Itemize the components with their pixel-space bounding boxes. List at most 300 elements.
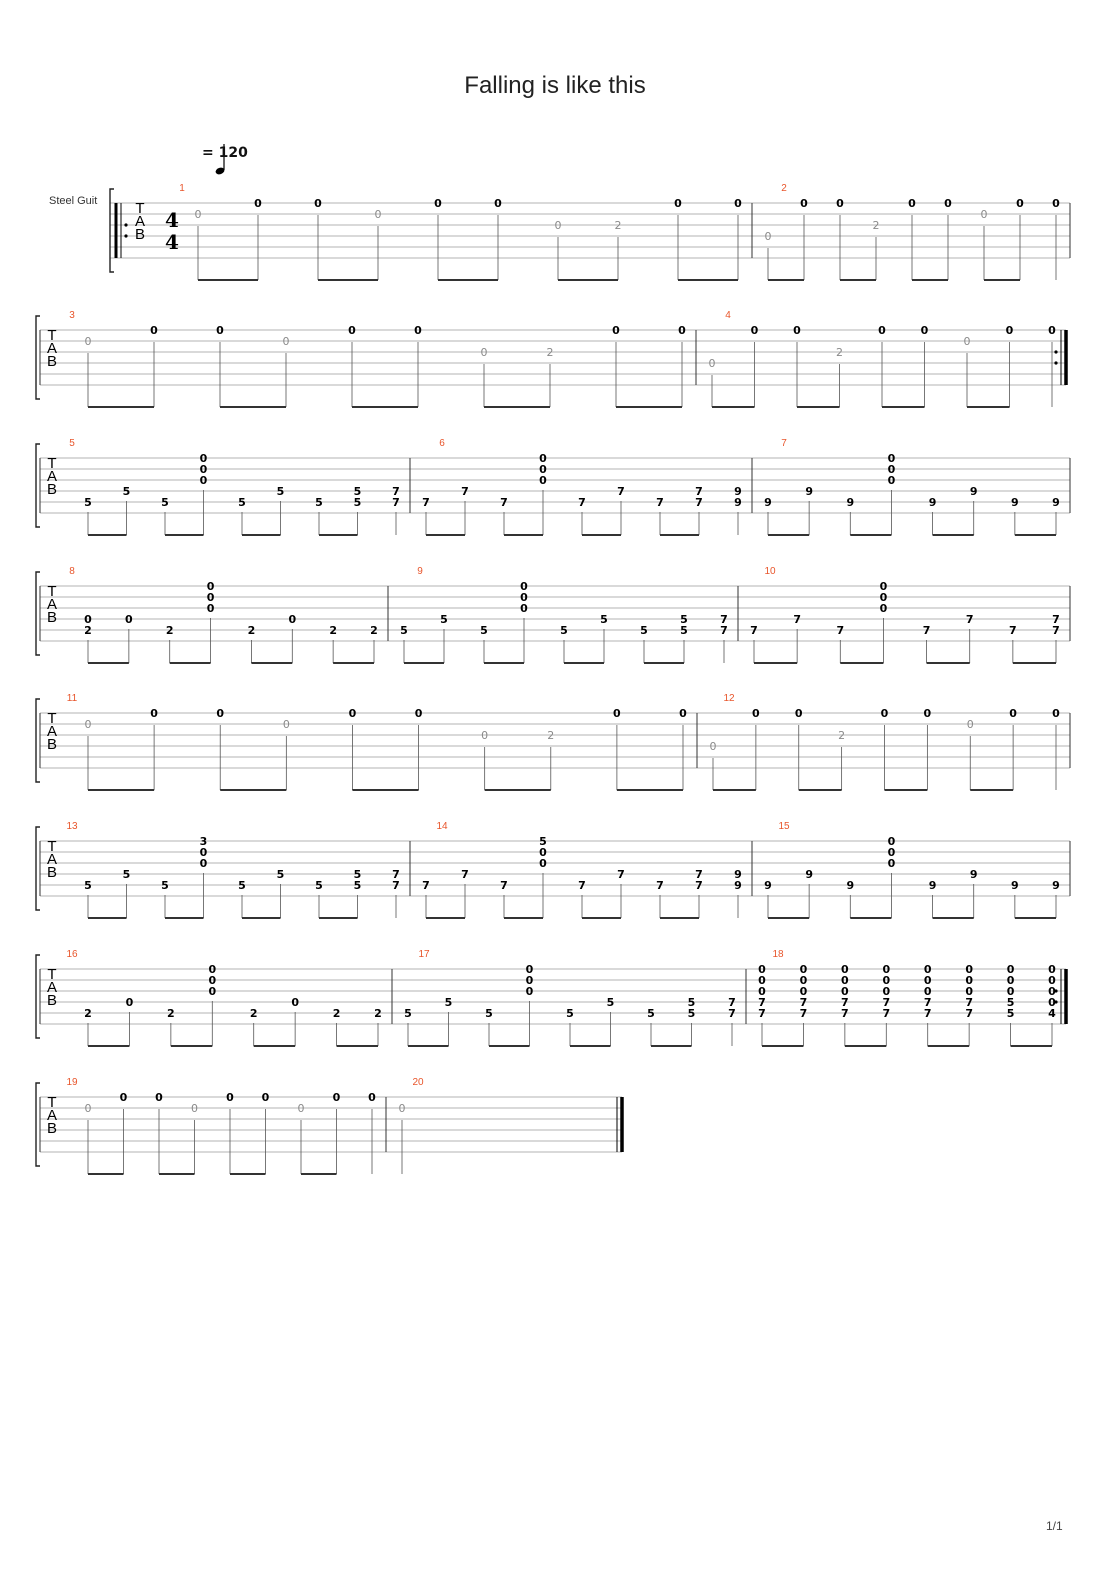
tab-clef-letter: B	[46, 736, 58, 753]
fret-number: 7	[422, 496, 430, 509]
ghost-fret-number: 0	[194, 208, 202, 221]
fret-number: 0	[84, 613, 92, 626]
fret-number: 0	[841, 963, 849, 976]
fret-number: 5	[647, 1007, 655, 1020]
ghost-fret-number: 0	[398, 1102, 406, 1115]
tab-clef-letter: T	[135, 200, 145, 217]
fret-number: 0	[836, 197, 844, 210]
measure-number: 5	[69, 438, 75, 449]
fret-number: 9	[846, 879, 855, 892]
tab-clef-letter: A	[46, 340, 58, 357]
fret-number: 0	[199, 857, 208, 870]
ghost-fret-number: 0	[709, 740, 717, 753]
fret-number: 7	[841, 1007, 849, 1020]
fret-number: 9	[734, 496, 742, 509]
fret-number: 7	[500, 879, 508, 892]
fret-number: 7	[799, 1007, 808, 1020]
fret-number: 0	[206, 602, 215, 615]
measure-number: 18	[772, 949, 784, 960]
ghost-fret-number: 0	[84, 1102, 92, 1115]
repeat-dot	[124, 234, 127, 237]
fret-number: 0	[216, 707, 225, 720]
fret-number: 7	[922, 624, 931, 637]
fret-number: 7	[836, 624, 845, 637]
fret-number: 7	[1052, 624, 1060, 637]
tab-clef-letter: B	[46, 992, 58, 1009]
tab-system	[110, 183, 1070, 280]
tab-clef-letter: B	[46, 353, 58, 370]
fret-number: 0	[800, 197, 808, 210]
ghost-fret-number: 2	[872, 219, 880, 232]
fret-number: 5	[315, 496, 323, 509]
fret-number: 0	[923, 707, 932, 720]
fret-number: 0	[414, 707, 423, 720]
fret-number: 2	[370, 624, 378, 637]
fret-number: 0	[520, 580, 528, 593]
fret-number: 0	[758, 963, 766, 976]
fret-number: 0	[520, 591, 528, 604]
fret-number: 7	[965, 1007, 973, 1020]
measure	[422, 821, 742, 918]
fret-number: 7	[617, 485, 625, 498]
fret-number: 9	[805, 868, 813, 881]
tab-clef-letter: A	[46, 596, 58, 613]
fret-number: 7	[617, 868, 625, 881]
fret-number: 7	[461, 868, 469, 881]
fret-number: 7	[793, 613, 801, 626]
fret-number: 9	[764, 879, 772, 892]
measure	[400, 566, 728, 663]
fret-number: 0	[1016, 197, 1024, 210]
measure-number: 17	[418, 949, 430, 960]
ghost-fret-number: 2	[546, 346, 554, 359]
score-title: Falling is like this	[464, 72, 646, 99]
tab-system	[36, 566, 1070, 663]
ghost-fret-number: 0	[84, 718, 92, 731]
tab-clef-letter: A	[46, 851, 58, 868]
fret-number: 7	[758, 996, 766, 1009]
measure	[179, 183, 742, 280]
fret-number: 0	[887, 474, 896, 487]
fret-number: 0	[880, 707, 889, 720]
fret-number: 0	[879, 591, 888, 604]
fret-number: 5	[353, 485, 362, 498]
fret-number: 5	[353, 879, 362, 892]
fret-number: 5	[539, 835, 547, 848]
tab-clef-letter: T	[47, 838, 57, 855]
fret-number: 9	[805, 485, 813, 498]
fret-number: 7	[695, 868, 703, 881]
fret-number: 0	[1048, 985, 1056, 998]
fret-number: 5	[400, 624, 408, 637]
fret-number: 0	[1052, 707, 1060, 720]
ghost-fret-number: 0	[481, 729, 489, 742]
measure	[709, 310, 1057, 407]
fret-number: 0	[414, 324, 422, 337]
system-bracket	[36, 316, 40, 399]
ghost-fret-number: 0	[963, 335, 971, 348]
measure	[69, 566, 378, 663]
fret-number: 0	[799, 974, 808, 987]
page-number: 1/1	[1046, 1519, 1063, 1533]
tab-clef-letter: B	[134, 226, 146, 243]
fret-number: 0	[965, 974, 973, 987]
fret-number: 0	[1009, 707, 1017, 720]
ghost-fret-number: 0	[282, 718, 290, 731]
fret-number: 7	[720, 613, 728, 626]
tab-clef-letter: A	[46, 1107, 58, 1124]
tab-clef-letter: B	[46, 609, 58, 626]
fret-number: 0	[882, 985, 891, 998]
fret-number: 5	[315, 879, 323, 892]
fret-number: 5	[238, 879, 246, 892]
fret-number: 0	[734, 197, 742, 210]
fret-number: 0	[923, 963, 932, 976]
fret-number: 5	[687, 996, 696, 1009]
measure	[66, 1077, 376, 1174]
fret-number: 0	[944, 197, 952, 210]
fret-number: 0	[965, 963, 973, 976]
measure-number: 20	[412, 1077, 424, 1088]
fret-number: 5	[276, 485, 285, 498]
fret-number: 0	[125, 996, 134, 1009]
fret-number: 7	[965, 996, 973, 1009]
ghost-fret-number: 2	[836, 346, 843, 359]
fret-number: 9	[1052, 879, 1060, 892]
tab-clef-letter: B	[46, 481, 58, 498]
fret-number: 5	[353, 868, 362, 881]
fret-number: 5	[84, 496, 92, 509]
measure	[764, 438, 1060, 535]
fret-number: 2	[165, 624, 174, 637]
fret-number: 0	[793, 324, 801, 337]
fret-number: 0	[314, 197, 322, 210]
fret-number: 0	[1006, 985, 1015, 998]
fret-number: 7	[728, 996, 736, 1009]
measure-number: 4	[725, 310, 731, 321]
fret-number: 7	[695, 496, 703, 509]
measure	[404, 949, 736, 1046]
repeat-dot	[124, 223, 127, 226]
tab-clef-letter: T	[47, 966, 57, 983]
fret-number: 2	[84, 1007, 92, 1020]
measure-number: 19	[66, 1077, 78, 1088]
measure-number: 6	[439, 438, 445, 449]
fret-number: 5	[680, 624, 688, 637]
fret-number: 9	[764, 496, 772, 509]
measure	[710, 693, 1061, 790]
fret-number: 7	[923, 1007, 932, 1020]
measure	[764, 821, 1060, 918]
fret-number: 9	[734, 868, 742, 881]
fret-number: 7	[578, 879, 586, 892]
fret-number: 0	[348, 707, 357, 720]
fret-number: 5	[404, 1007, 412, 1020]
fret-number: 0	[434, 197, 442, 210]
fret-number: 0	[539, 846, 547, 859]
measure-number: 15	[778, 821, 790, 832]
fret-number: 7	[392, 868, 400, 881]
fret-number: 7	[500, 496, 508, 509]
fret-number: 5	[161, 496, 169, 509]
tab-clef-letter: A	[46, 979, 58, 996]
measure-number: 11	[66, 693, 78, 704]
fret-number: 7	[799, 996, 808, 1009]
repeat-dot	[1054, 361, 1057, 364]
fret-number: 9	[846, 496, 855, 509]
fret-number: 0	[758, 974, 766, 987]
tab-system	[36, 693, 1070, 790]
measure-number: 7	[781, 438, 787, 449]
measure	[758, 949, 1056, 1046]
fret-number: 0	[525, 985, 534, 998]
system-bracket	[110, 189, 114, 272]
fret-number: 5	[122, 868, 131, 881]
fret-number: 7	[750, 624, 758, 637]
ghost-fret-number: 0	[191, 1102, 198, 1115]
tab-system	[36, 1077, 622, 1174]
fret-number: 7	[1052, 613, 1060, 626]
fret-number: 0	[525, 963, 534, 976]
fret-number: 0	[520, 602, 528, 615]
fret-number: 0	[1005, 324, 1014, 337]
ghost-fret-number: 0	[966, 718, 974, 731]
fret-number: 0	[750, 324, 759, 337]
fret-number: 0	[208, 985, 217, 998]
fret-number: 7	[1009, 624, 1017, 637]
ghost-fret-number: 0	[764, 230, 772, 243]
ghost-fret-number: 0	[554, 219, 562, 232]
measure-number: 14	[436, 821, 448, 832]
system-bracket	[36, 955, 40, 1038]
ghost-fret-number: 0	[84, 335, 92, 348]
fret-number: 0	[878, 324, 886, 337]
fret-number: 2	[167, 1007, 175, 1020]
fret-number: 9	[1011, 879, 1019, 892]
fret-number: 7	[841, 996, 849, 1009]
tab-system	[36, 438, 1070, 535]
measure	[66, 821, 399, 918]
tab-system	[36, 310, 1066, 407]
fret-number: 0	[199, 463, 208, 476]
fret-number: 5	[600, 613, 608, 626]
fret-number: 0	[150, 707, 158, 720]
ghost-fret-number: 0	[297, 1102, 305, 1115]
fret-number: 0	[1048, 324, 1056, 337]
fret-number: 2	[249, 1007, 258, 1020]
fret-number: 5	[640, 624, 648, 637]
measure-number: 9	[417, 566, 423, 577]
fret-number: 0	[841, 974, 849, 987]
tab-clef-letter: T	[47, 710, 57, 727]
fret-number: 0	[199, 846, 208, 859]
fret-number: 5	[680, 613, 688, 626]
measure-number: 1	[179, 183, 185, 194]
fret-number: 0	[216, 324, 224, 337]
fret-number: 7	[392, 879, 400, 892]
fret-number: 0	[539, 857, 547, 870]
fret-number: 2	[84, 624, 92, 637]
tab-clef-letter: B	[46, 1120, 58, 1137]
fret-number: 0	[539, 474, 547, 487]
ghost-fret-number: 2	[547, 729, 555, 742]
fret-number: 5	[566, 1007, 574, 1020]
system-bracket	[36, 699, 40, 782]
fret-number: 0	[887, 452, 896, 465]
fret-number: 2	[329, 624, 337, 637]
fret-number: 7	[728, 1007, 736, 1020]
measure-number: 16	[66, 949, 78, 960]
fret-number: 9	[969, 868, 978, 881]
fret-number: 0	[758, 985, 766, 998]
time-signature-top: 4	[165, 208, 179, 232]
system-bracket	[36, 827, 40, 910]
fret-number: 5	[480, 624, 488, 637]
fret-number: 7	[656, 879, 664, 892]
fret-number: 5	[485, 1007, 493, 1020]
measure-number: 3	[69, 310, 75, 321]
ghost-fret-number: 2	[838, 729, 846, 742]
fret-number: 0	[288, 613, 297, 626]
tab-system	[36, 821, 1070, 918]
fret-number: 7	[578, 496, 586, 509]
tab-clef-letter: T	[47, 455, 57, 472]
fret-number: 0	[794, 707, 803, 720]
measure	[765, 183, 1061, 280]
fret-number: 7	[422, 879, 430, 892]
fret-number: 0	[332, 1091, 341, 1104]
measure	[69, 438, 400, 535]
measure-number: 10	[764, 566, 776, 577]
measure	[399, 1077, 424, 1174]
fret-number: 2	[374, 1007, 382, 1020]
fret-number: 0	[348, 324, 356, 337]
fret-number: 7	[695, 879, 703, 892]
fret-number: 2	[247, 624, 256, 637]
fret-number: 0	[879, 602, 888, 615]
fret-number: 0	[525, 974, 534, 987]
fret-number: 0	[206, 580, 215, 593]
fret-number: 0	[539, 463, 547, 476]
measure-number: 13	[66, 821, 78, 832]
fret-number: 0	[150, 324, 158, 337]
instrument-name: Steel Guit	[49, 195, 98, 207]
fret-number: 0	[261, 1091, 270, 1104]
fret-number: 3	[199, 835, 208, 848]
fret-number: 7	[882, 1007, 891, 1020]
fret-number: 7	[656, 496, 664, 509]
fret-number: 0	[613, 707, 621, 720]
fret-number: 0	[882, 974, 891, 987]
fret-number: 7	[923, 996, 932, 1009]
fret-number: 0	[879, 580, 888, 593]
fret-number: 5	[444, 996, 453, 1009]
fret-number: 0	[841, 985, 849, 998]
fret-number: 0	[612, 324, 620, 337]
fret-number: 0	[920, 324, 929, 337]
fret-number: 5	[687, 1007, 696, 1020]
fret-number: 0	[799, 963, 808, 976]
fret-number: 0	[752, 707, 760, 720]
fret-number: 9	[928, 879, 937, 892]
system-bracket	[36, 444, 40, 527]
fret-number: 0	[887, 463, 896, 476]
fret-number: 0	[887, 857, 896, 870]
fret-number: 0	[155, 1091, 163, 1104]
measure-number: 8	[69, 566, 75, 577]
tab-clef-letter: B	[46, 864, 58, 881]
fret-number: 0	[208, 974, 217, 987]
measure-number: 2	[781, 183, 787, 194]
fret-number: 7	[965, 613, 974, 626]
measure	[66, 949, 381, 1046]
fret-number: 0	[1052, 197, 1060, 210]
fret-number: 9	[734, 485, 742, 498]
fret-number: 5	[84, 879, 92, 892]
fret-number: 9	[969, 485, 978, 498]
fret-number: 5	[122, 485, 131, 498]
tab-clef-letter: A	[46, 468, 58, 485]
measure-number: 12	[723, 693, 735, 704]
tempo-marking: = 120	[202, 145, 248, 161]
ghost-fret-number: 0	[374, 208, 382, 221]
ghost-fret-number: 0	[282, 335, 290, 348]
ghost-fret-number: 0	[480, 346, 488, 359]
fret-number: 0	[887, 835, 896, 848]
measure	[67, 693, 687, 790]
fret-number: 0	[1048, 996, 1056, 1009]
tab-clef-letter: T	[47, 327, 57, 344]
fret-number: 0	[206, 591, 215, 604]
measure	[750, 566, 1060, 663]
fret-number: 5	[560, 624, 568, 637]
fret-number: 0	[678, 324, 686, 337]
fret-number: 5	[276, 868, 285, 881]
system-bracket	[36, 1083, 40, 1166]
fret-number: 7	[392, 485, 400, 498]
tab-clef-letter: A	[134, 213, 146, 230]
fret-number: 0	[965, 985, 973, 998]
fret-number: 0	[1048, 974, 1056, 987]
fret-number: 0	[199, 452, 208, 465]
fret-number: 5	[238, 496, 246, 509]
fret-number: 0	[1048, 963, 1056, 976]
repeat-dot	[1054, 350, 1057, 353]
measure	[422, 438, 742, 535]
fret-number: 7	[882, 996, 891, 1009]
fret-number: 0	[119, 1091, 128, 1104]
fret-number: 0	[199, 474, 208, 487]
fret-number: 9	[734, 879, 742, 892]
tab-clef-letter: T	[47, 583, 57, 600]
fret-number: 9	[928, 496, 937, 509]
fret-number: 0	[882, 963, 891, 976]
fret-number: 0	[908, 197, 916, 210]
fret-number: 5	[353, 496, 362, 509]
fret-number: 7	[461, 485, 469, 498]
fret-number: 0	[226, 1091, 234, 1104]
fret-number: 0	[799, 985, 808, 998]
tab-system	[36, 949, 1066, 1046]
fret-number: 5	[1006, 1007, 1015, 1020]
fret-number: 0	[923, 974, 932, 987]
fret-number: 5	[161, 879, 169, 892]
fret-number: 2	[332, 1007, 341, 1020]
tab-clef-letter: A	[46, 723, 58, 740]
fret-number: 5	[606, 996, 615, 1009]
fret-number: 0	[679, 707, 687, 720]
fret-number: 7	[392, 496, 400, 509]
